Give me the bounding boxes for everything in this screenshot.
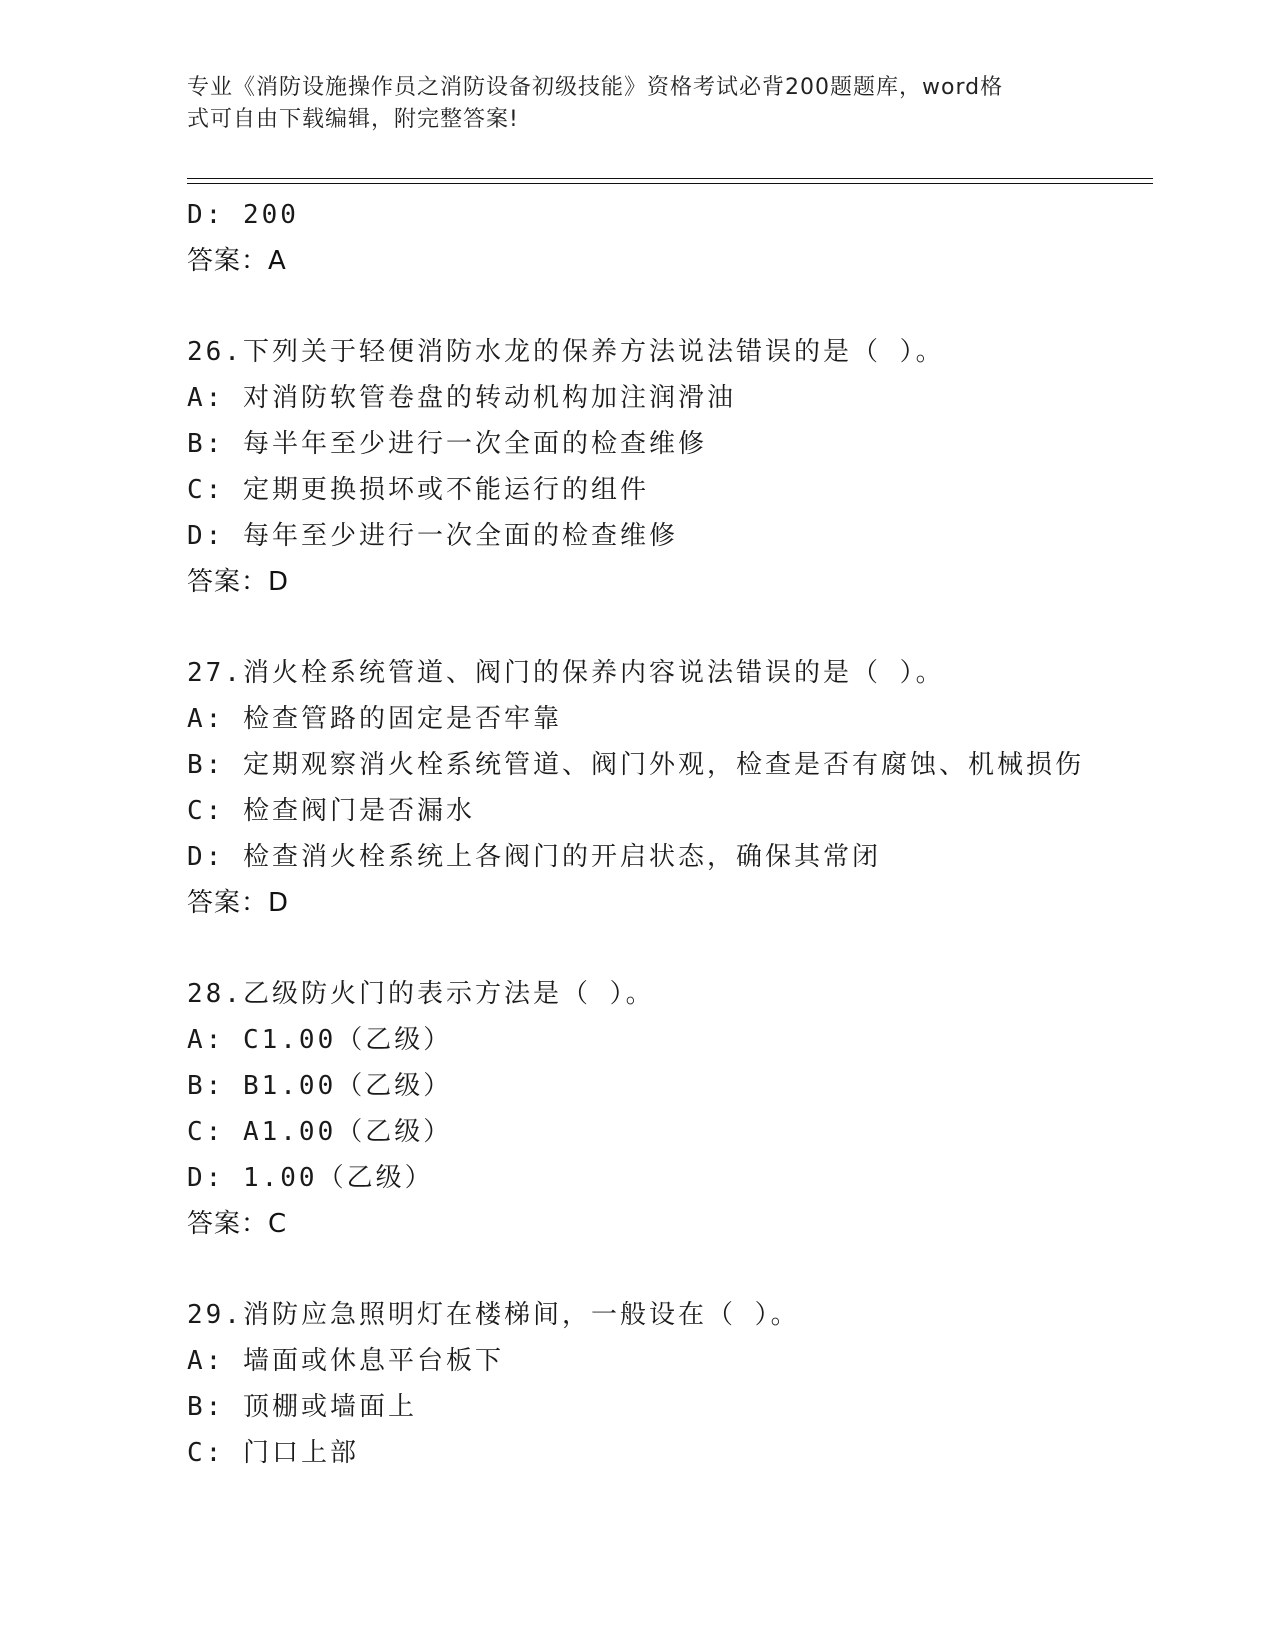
- question-stem: 26.下列关于轻便消防水龙的保养方法说法错误的是（ ）。: [187, 337, 945, 367]
- answer-line: 答案：D: [187, 888, 290, 918]
- previous-question-tail: [187, 192, 1187, 284]
- question-stem: 29.消防应急照明灯在楼梯间，一般设在（ ）。: [187, 1300, 800, 1330]
- option-b: B: 每半年至少进行一次全面的检查维修: [187, 429, 707, 459]
- question-stem: 28.乙级防火门的表示方法是（ ）。: [187, 979, 655, 1009]
- header-line-1: 专业《消防设施操作员之消防设备初级技能》资格考试必背200题题库，word格: [187, 75, 1004, 100]
- option-b: B: 顶棚或墙面上: [187, 1392, 417, 1422]
- option-c: C: 检查阀门是否漏水: [187, 796, 475, 826]
- option-d: D: 1.00（乙级）: [187, 1163, 434, 1193]
- option-d: D: 每年至少进行一次全面的检查维修: [187, 521, 678, 551]
- question-26: [187, 329, 1187, 605]
- option-a: A: 墙面或休息平台板下: [187, 1346, 504, 1376]
- question-list: [187, 192, 1187, 1476]
- answer-line: 答案：D: [187, 567, 290, 597]
- option-b: B: B1.00（乙级）: [187, 1071, 453, 1101]
- option-a: A: 对消防软管卷盘的转动机构加注润滑油: [187, 383, 736, 413]
- answer-line: 答案：A: [187, 246, 287, 276]
- option-c: C: A1.00（乙级）: [187, 1117, 453, 1147]
- document-header: [187, 72, 1067, 136]
- option-b: B: 定期观察消火栓系统管道、阀门外观，检查是否有腐蚀、机械损伤: [187, 750, 1084, 780]
- answer-line: 答案：C: [187, 1209, 288, 1239]
- option-a: A: 检查管路的固定是否牢靠: [187, 704, 562, 734]
- option-c: C: 定期更换损坏或不能运行的组件: [187, 475, 649, 505]
- header-line-2: 式可自由下载编辑，附完整答案!: [187, 107, 519, 132]
- option-d: D: 检查消火栓系统上各阀门的开启状态，确保其常闭: [187, 842, 881, 872]
- header-divider-top: [187, 178, 1153, 179]
- question-28: [187, 971, 1187, 1247]
- question-27: [187, 650, 1187, 926]
- option-c: C: 门口上部: [187, 1438, 359, 1468]
- header-divider-bottom: [187, 183, 1153, 184]
- question-stem: 27.消火栓系统管道、阀门的保养内容说法错误的是（ ）。: [187, 658, 945, 688]
- question-29: [187, 1292, 1187, 1476]
- option-a: A: C1.00（乙级）: [187, 1025, 453, 1055]
- option-d: D: 200: [187, 200, 299, 230]
